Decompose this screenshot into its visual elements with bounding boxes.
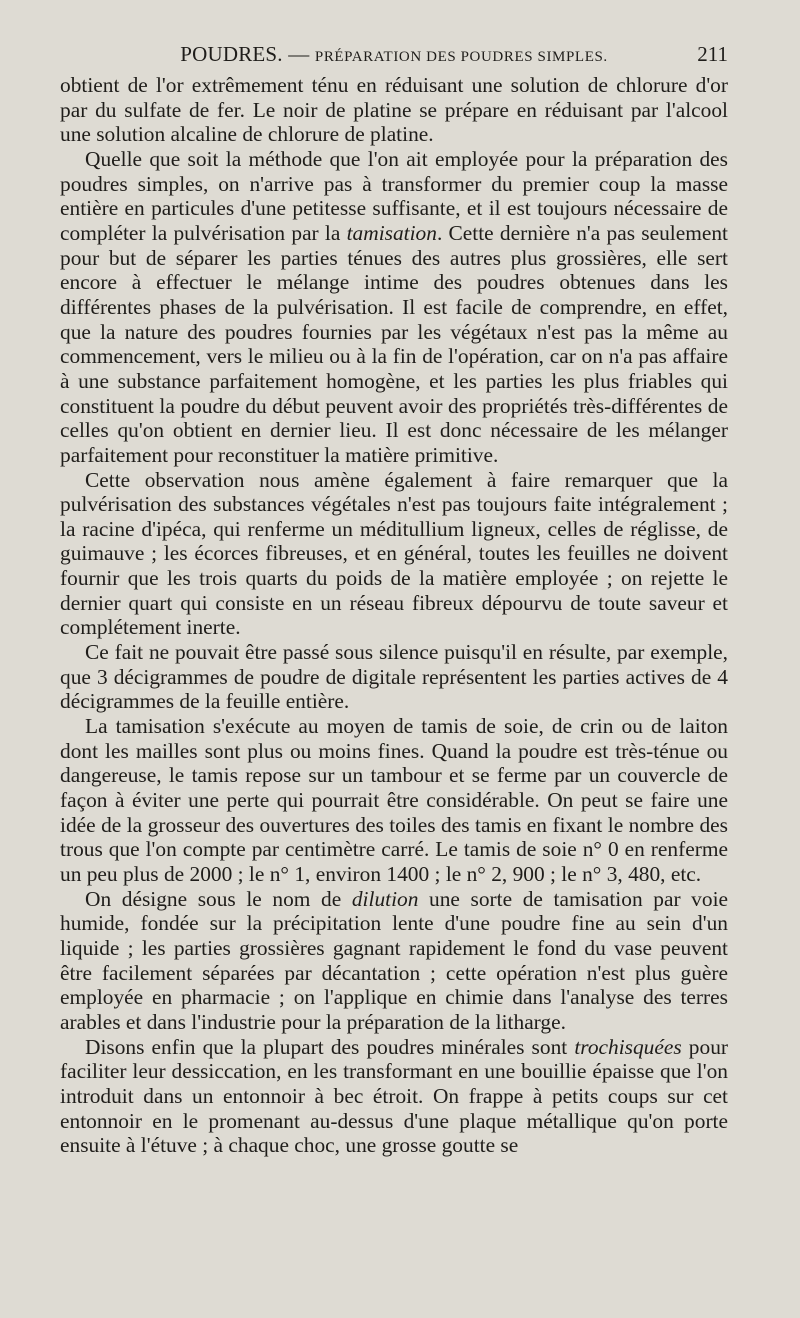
paragraph — [60, 640, 728, 714]
body-text — [60, 73, 728, 1158]
text-run: Quelle que soit la méthode que l'on ait employée pour la préparation des poudres simples, on n'arrive pas à transformer du premier coup la masse entière en particules d'une petitesse suffisante, et il est toujours nécessaire de compléter la pulvérisation par la — [60, 146, 728, 245]
text-run: pour faciliter leur dessiccation, en les transformant en une bouillie épaisse que l'on introduit dans un entonnoir à bec étroit. On frappe à petits coups sur cet entonnoir en le promenant au-dessus d'une plaque métallique qu'on porte ensuite à l'étuve ; à chaque choc, une grosse goutte se — [60, 1034, 729, 1158]
text-run: une sorte de tamisation par voie humide, fondée sur la précipitation lente d'une poudre fine au sein d'un liquide ; les parties grossières gagnant rapidement le fond du vase peuvent être facilement séparées par décantation ; cette opération n'est plus guère employée en pharmacie ; on l'applique en chimie dans l'analyse des terres arables et dans l'industrie pour la préparation de la litharge. — [60, 886, 729, 1034]
italic-term: tamisation — [346, 220, 437, 245]
text-run: . Cette dernière n'a pas seulement pour but de séparer les parties ténues des autres plus grossières, elle sert encore à effectuer le mélange intime des poudres obtenues dans les différentes phases de la pulvérisation. Il est facile de comprendre, en effet, que la nature des poudres fournies par les végétaux n'est pas la même au commencement, vers le milieu ou à la fin de l'opération, car on n'a pas affaire à une substance parfaitement homogène, et les parties les plus friables qui constituent la poudre du début peuvent avoir des propriétés très-différentes de celles qu'on obtient en dernier lieu. Il est donc nécessaire de les mélanger parfaitement pour reconstituer la matière primitive. — [60, 220, 728, 467]
paragraph — [60, 1035, 728, 1158]
text-run: obtient de l'or extrêmement ténu en réduisant une solution de chlorure d'or par du sulfate de fer. Le noir de platine se prépare en réduisant par l'alcool une solution alcaline de chlorure de platine. — [60, 73, 728, 147]
section-subtitle: PRÉPARATION DES POUDRES SIMPLES. — [314, 49, 608, 65]
running-header — [60, 40, 728, 70]
running-title — [60, 42, 728, 67]
paragraph — [60, 73, 728, 147]
section-title: POUDRES. — [180, 42, 283, 66]
text-run: Ce fait ne pouvait être passé sous silence puisqu'il en résulte, par exemple, que 3 décigrammes de poudre de digitale représentent les parties actives de 4 décigrammes de la feuille entière. — [60, 640, 728, 714]
paragraph — [60, 714, 728, 887]
title-dash: — — [288, 42, 310, 66]
italic-term: dilution — [351, 886, 419, 911]
paragraph — [60, 887, 728, 1035]
text-run: On désigne sous le nom de — [85, 886, 352, 911]
paragraph — [60, 468, 728, 641]
page-number: 211 — [697, 42, 728, 66]
paragraph — [60, 147, 728, 468]
text-run: Disons enfin que la plupart des poudres minérales sont — [85, 1034, 575, 1059]
text-run: La tamisation s'exécute au moyen de tamis de soie, de crin ou de laiton dont les mailles sont plus ou moins fines. Quand la poudre est très-ténue ou dangereuse, le tamis repose sur un tambour et se ferme par un couvercle de façon à éviter une perte qui pourrait être considérable. On peut se faire une idée de la grosseur des ouvertures des toiles des tamis en fixant le nombre des trous que l'on compte par centimètre carré. Le tamis de soie n° 0 en renferme un peu plus de 2000 ; le n° 1, environ 1400 ; le n° 2, 900 ; le n° 3, 480, etc. — [60, 714, 728, 886]
italic-term: trochisquées — [574, 1034, 682, 1059]
text-run: Cette observation nous amène également à faire remarquer que la pulvérisation des substances végétales n'est pas toujours faite intégralement ; la racine d'ipéca, qui renferme un méditullium ligneux, celles de réglisse, de guimauve ; les écorces fibreuses, et en général, toutes les feuilles ne doivent fournir que les trois quarts du poids de la matière employée ; on rejette le dernier quart qui consiste en un réseau fibreux dépourvu de toute saveur et complétement inerte. — [60, 467, 728, 640]
